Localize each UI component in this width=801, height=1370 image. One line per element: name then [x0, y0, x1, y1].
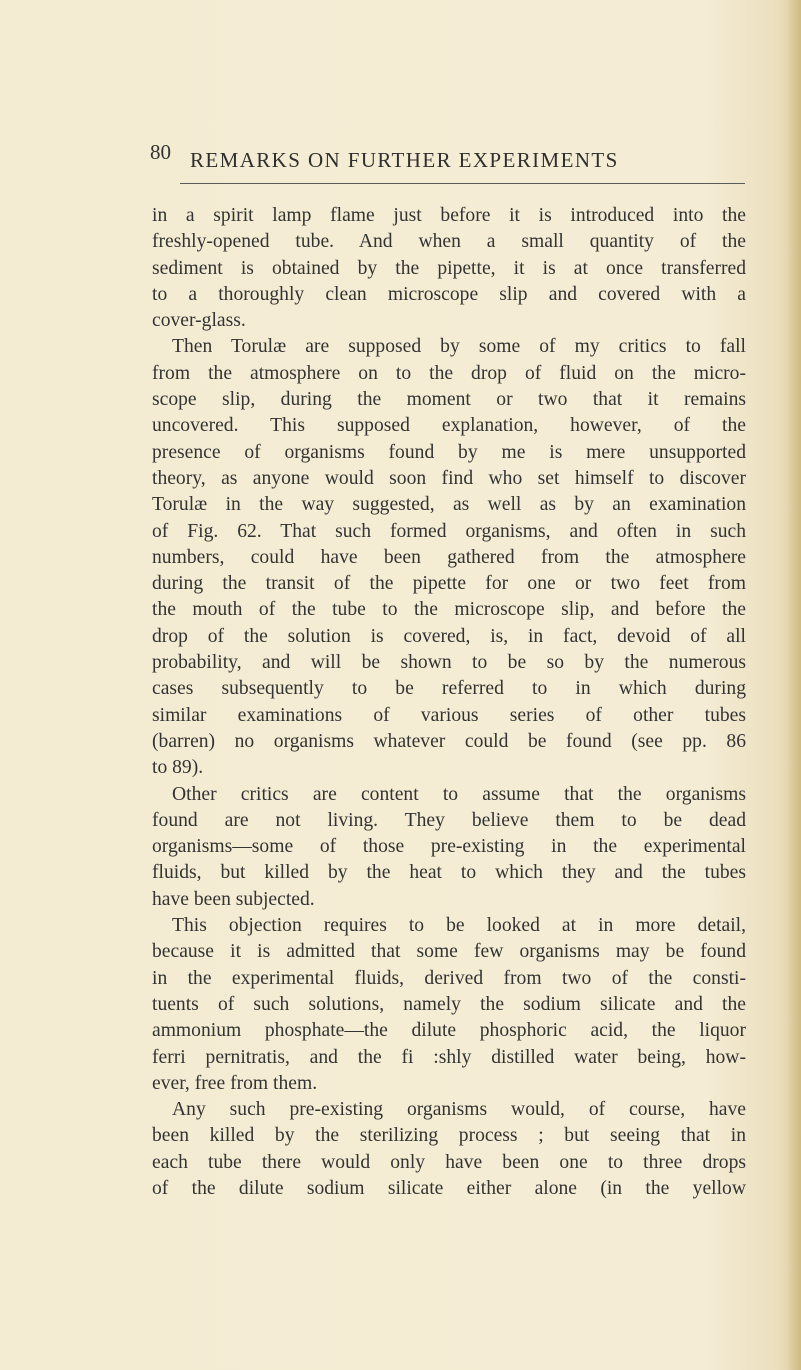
- text-line: numbers, could have been gathered from the atmosphere: [152, 546, 746, 568]
- text-line: found are not living. They believe them to be dead: [152, 809, 746, 831]
- text-line: because it is admitted that some few organisms may be found: [152, 941, 746, 963]
- page-edge-shadow: [787, 0, 801, 1370]
- text-line: drop of the solution is covered, is, in fact, devoid of all: [152, 625, 746, 647]
- text-line: similar examinations of various series of other tubes: [152, 704, 746, 726]
- text-line: been killed by the sterilizing process ; but seeing that in: [152, 1125, 746, 1147]
- text-line: the mouth of the tube to the microscope slip, and before the: [152, 599, 746, 621]
- text-line: ever, free from them.: [152, 1072, 318, 1094]
- text-line: of the dilute sodium silicate either alone (in the yellow: [152, 1177, 746, 1199]
- text-line: uncovered. This supposed explanation, however, of the: [152, 415, 746, 437]
- text-line: (barren) no organisms whatever could be found (see pp. 86: [152, 730, 746, 752]
- text-line: in the experimental fluids, derived from two of the consti-: [152, 967, 746, 989]
- text-line: Torulæ in the way suggested, as well as by an examination: [152, 494, 746, 516]
- text-line: scope slip, during the moment or two that it remains: [152, 389, 746, 411]
- text-line: cases subsequently to be referred to in which during: [152, 678, 746, 700]
- text-line: This objection requires to be looked at in more detail,: [172, 915, 746, 937]
- text-line: probability, and will be shown to be so by the numerous: [152, 652, 746, 674]
- text-line: Then Torulæ are supposed by some of my critics to fall: [172, 336, 746, 358]
- body-text: [152, 203, 746, 1202]
- text-line: cover-glass.: [152, 310, 246, 332]
- text-line: ammonium phosphate—the dilute phosphoric acid, the liquor: [152, 1020, 746, 1042]
- text-line: presence of organisms found by me is mere unsupported: [152, 441, 746, 463]
- text-line: tuents of such solutions, namely the sodium silicate and the: [152, 993, 746, 1015]
- text-line: freshly-opened tube. And when a small quantity of the: [152, 231, 746, 253]
- text-line: Any such pre-existing organisms would, of course, have: [172, 1099, 746, 1121]
- text-line: to 89).: [152, 757, 204, 779]
- text-line: during the transit of the pipette for one or two feet from: [152, 573, 746, 595]
- text-line: organisms—some of those pre-existing in the experimental: [152, 836, 746, 858]
- page-number: 80: [150, 140, 171, 164]
- text-line: fluids, but killed by the heat to which they and the tubes: [152, 862, 746, 884]
- text-line: Other critics are content to assume that the organisms: [172, 783, 746, 805]
- text-line: sediment is obtained by the pipette, it is at once transferred: [152, 257, 746, 279]
- running-head: REMARKS ON FURTHER EXPERIMENTS: [190, 148, 619, 172]
- text-line: have been subjected.: [152, 888, 315, 910]
- text-line: to a thoroughly clean microscope slip and covered with a: [152, 283, 746, 305]
- text-line: from the atmosphere on to the drop of fluid on the micro-: [152, 362, 746, 384]
- text-line: theory, as anyone would soon find who set himself to discover: [152, 467, 746, 489]
- header-rule: [180, 183, 745, 184]
- text-line: each tube there would only have been one to three drops: [152, 1151, 746, 1173]
- text-line: ferri pernitratis, and the fi :shly distilled water being, how-: [152, 1046, 746, 1068]
- text-line: of Fig. 62. That such formed organisms, and often in such: [152, 520, 746, 542]
- text-line: in a spirit lamp flame just before it is introduced into the: [152, 205, 746, 226]
